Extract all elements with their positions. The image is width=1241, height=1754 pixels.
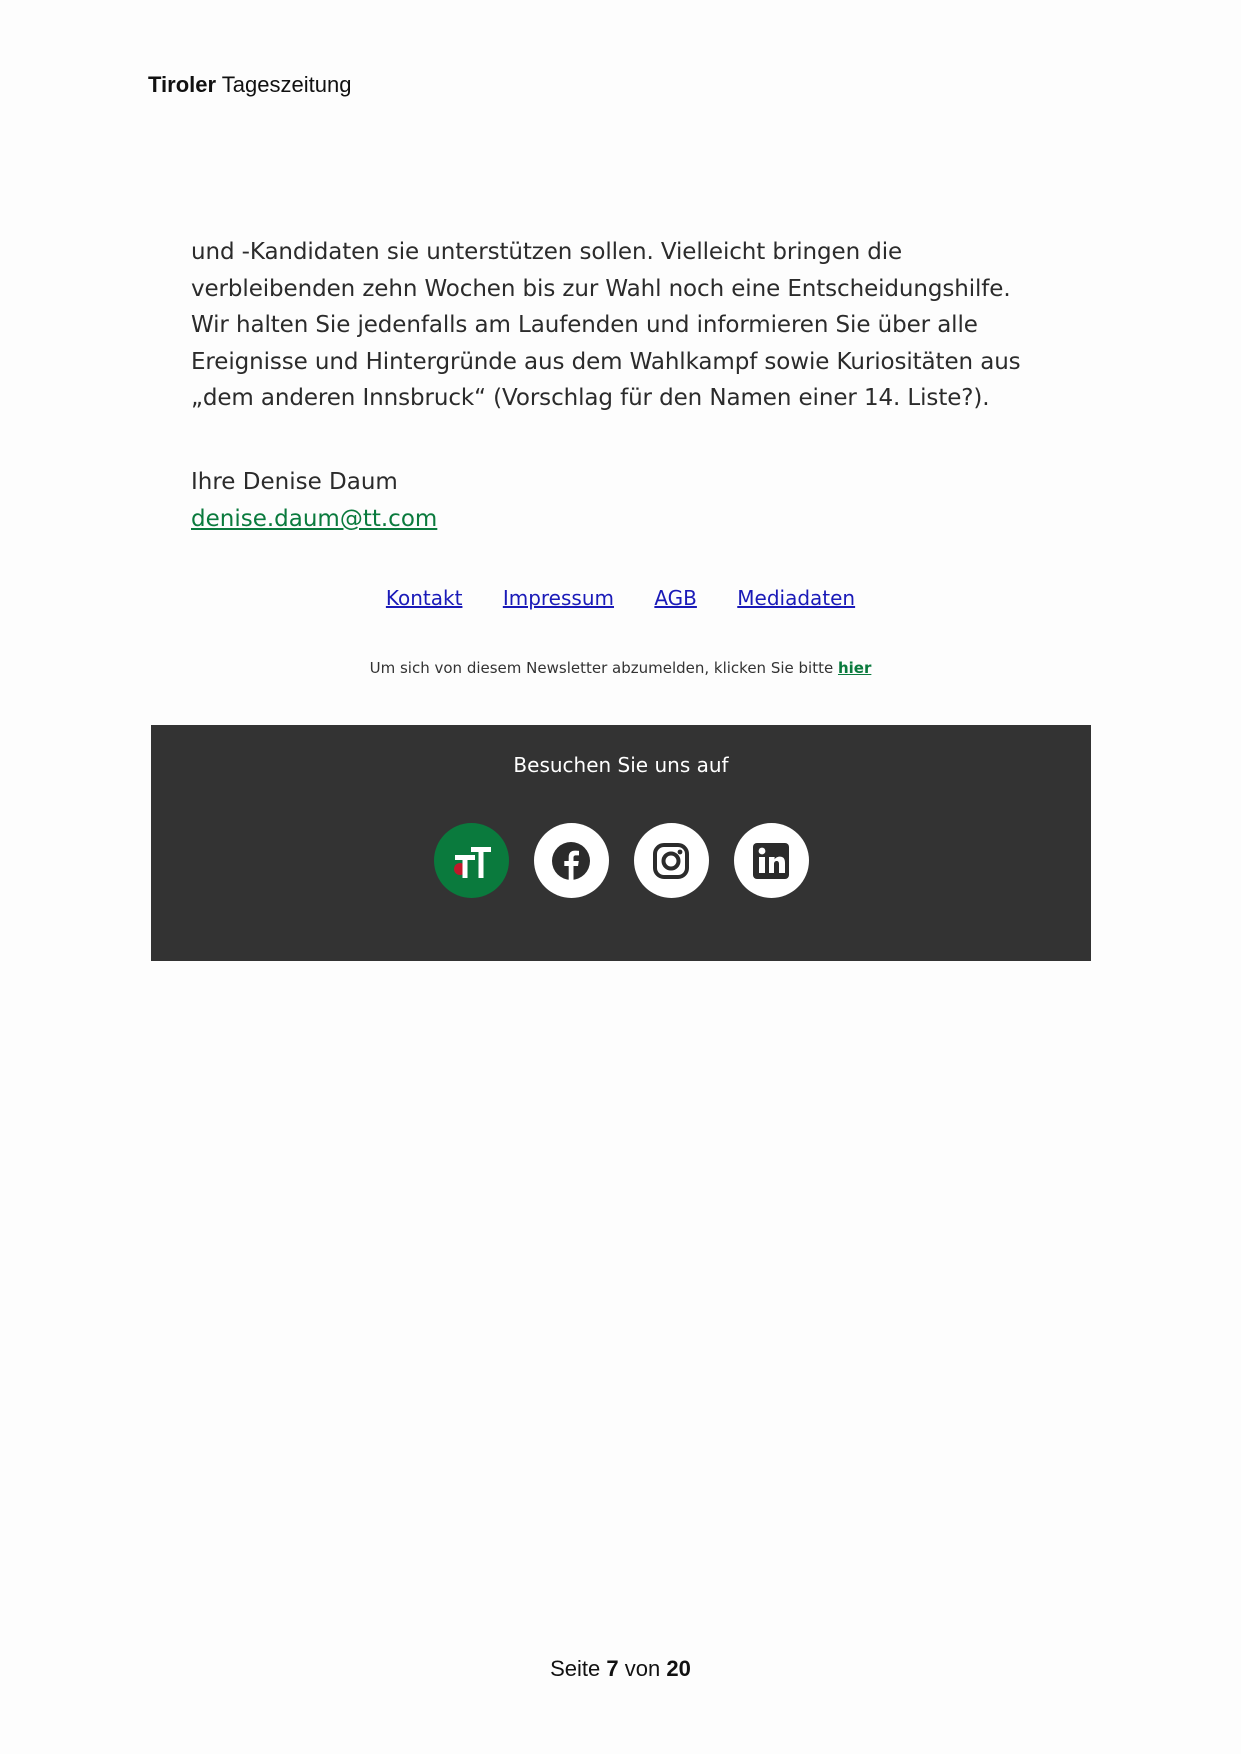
page-middle: von — [624, 1656, 661, 1681]
article-body — [191, 234, 1071, 417]
social-title: Besuchen Sie uns auf — [513, 753, 729, 777]
signature-name: Ihre Denise Daum — [191, 469, 398, 495]
page-number — [0, 1656, 1241, 1682]
unsubscribe-text: Um sich von diesem Newsletter abzumelden, klicken Sie bitte — [369, 659, 838, 677]
page-current: 7 — [606, 1656, 619, 1681]
article-line: „dem anderen Innsbruck“ (Vorschlag für den Namen einer 14. Liste?). — [191, 385, 990, 412]
author-email-link[interactable]: denise.daum@tt.com — [191, 506, 438, 532]
page-total: 20 — [666, 1656, 691, 1681]
signature — [191, 464, 437, 538]
article-line: Wir halten Sie jedenfalls am Laufenden und informieren Sie über alle — [191, 312, 978, 339]
agb-link[interactable]: AGB — [654, 586, 697, 610]
unsubscribe-note — [0, 659, 1241, 677]
brand-name-rest: Tageszeitung — [221, 72, 352, 97]
article-line: Ereignisse und Hintergründe aus dem Wahlkampf sowie Kuriositäten aus — [191, 348, 1021, 375]
linkedin-icon[interactable] — [734, 823, 809, 898]
brand-name-bold: Tiroler — [148, 72, 217, 97]
article-line: verbleibenden zehn Wochen bis zur Wahl noch eine Entscheidungshilfe. — [191, 275, 1011, 302]
mediadaten-link[interactable]: Mediadaten — [737, 586, 856, 610]
kontakt-link[interactable]: Kontakt — [385, 586, 463, 610]
page-header — [148, 72, 351, 98]
article-line: und -Kandidaten sie unterstützen sollen. Vielleicht bringen die — [191, 239, 903, 265]
facebook-icon[interactable] — [534, 823, 609, 898]
instagram-icon[interactable] — [634, 823, 709, 898]
social-band — [151, 725, 1091, 961]
impressum-link[interactable]: Impressum — [502, 586, 614, 610]
social-icons — [151, 823, 1091, 898]
tt-logo-icon[interactable] — [434, 823, 509, 898]
page-prefix: Seite — [550, 1656, 601, 1681]
footer-links — [0, 586, 1241, 610]
unsubscribe-link[interactable]: hier — [837, 659, 872, 677]
